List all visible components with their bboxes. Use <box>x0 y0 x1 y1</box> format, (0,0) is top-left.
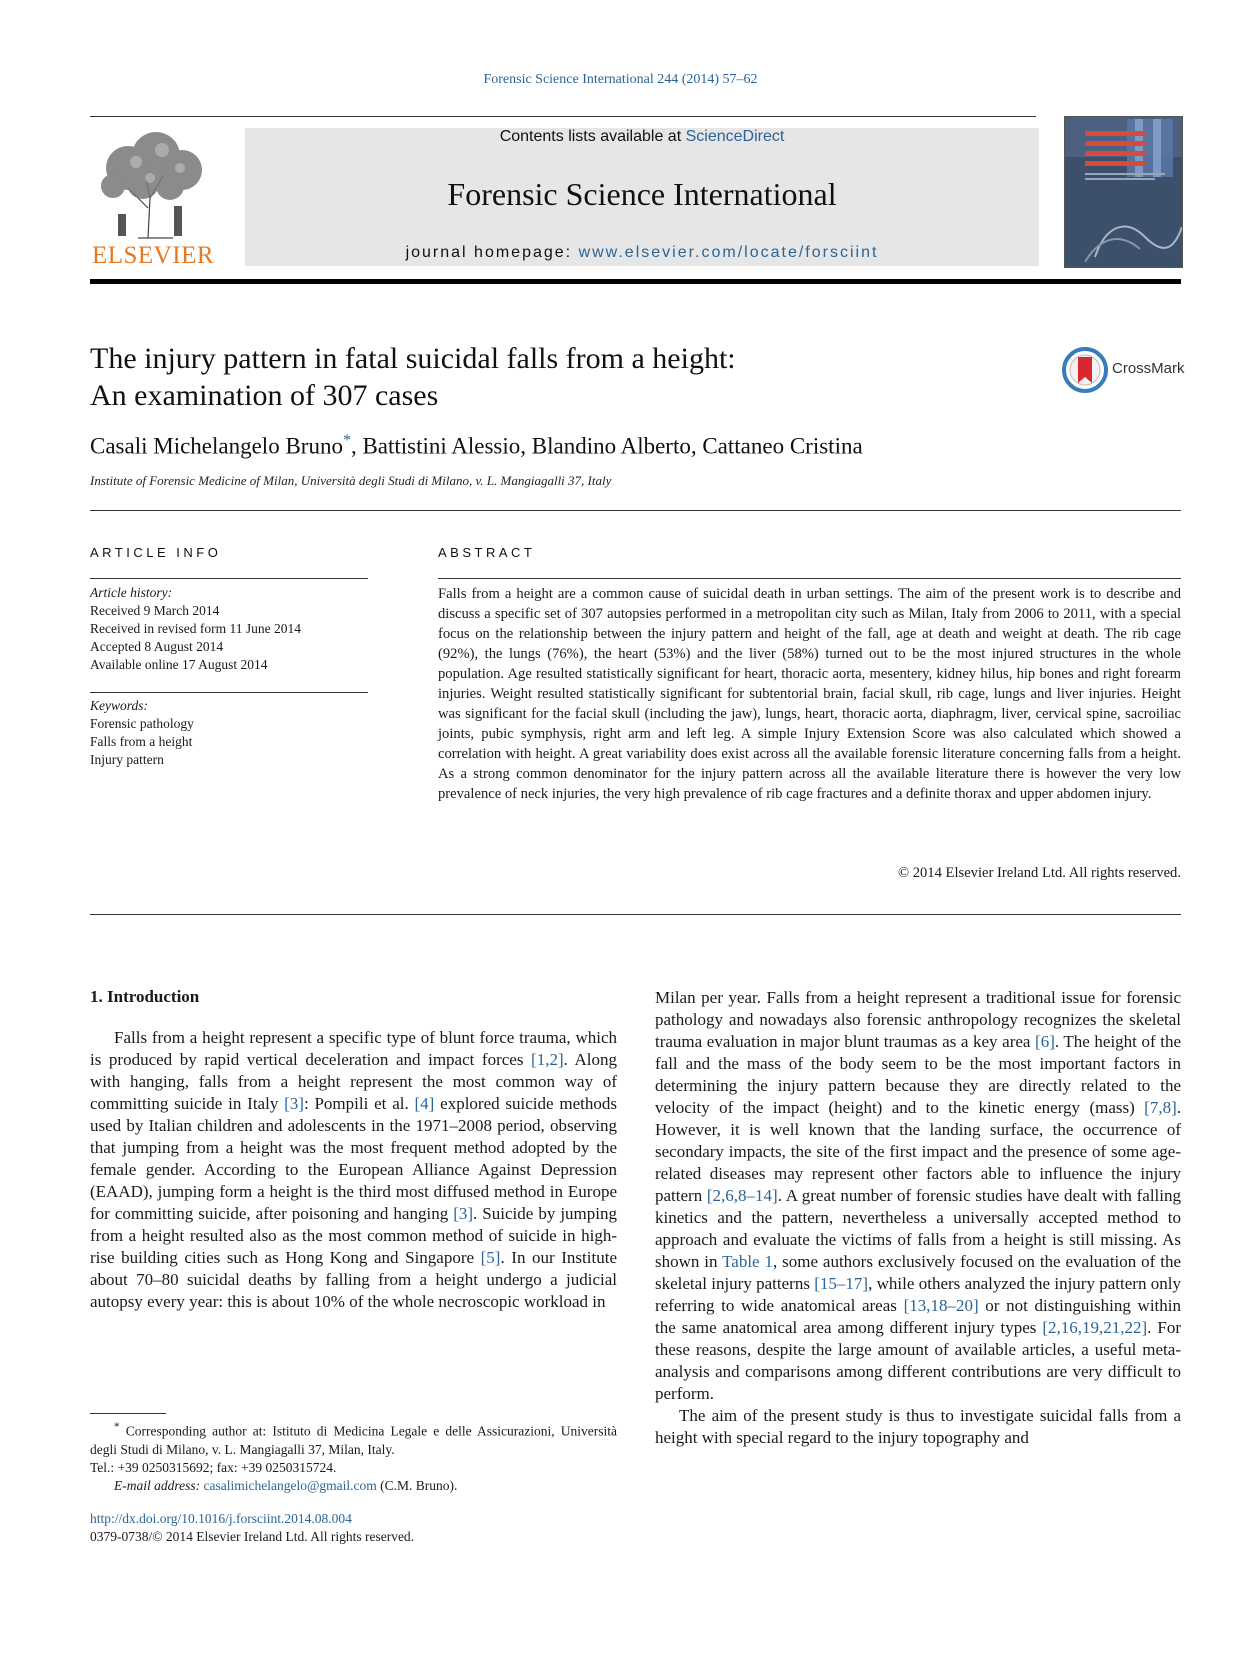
corresponding-author-mark[interactable]: * <box>342 432 351 449</box>
abstract-copyright: © 2014 Elsevier Ireland Ltd. All rights reserved. <box>897 865 1181 881</box>
coauthors: , Battistini Alessio, Blandino Alberto, Cattaneo Cristina <box>350 433 863 459</box>
footnote-text: Corresponding author at: Istituto di Medicina Legale e delle Assicurazioni, Università degli Studi di Milano, v. L. Mangiagalli 37, Milan, Italy. <box>90 1423 617 1457</box>
email-link[interactable]: casalimichelangelo@gmail.com <box>203 1477 377 1493</box>
homepage-prefix: journal homepage: <box>405 244 573 261</box>
crossmark-badge[interactable] <box>1062 347 1192 395</box>
citation-link[interactable]: [15–17] <box>814 1274 869 1293</box>
journal-banner <box>245 128 1039 266</box>
body-text: . Suicide by jumping from a height resulted also as the most common method of suicide in high-rise building cities such as Hong Kong and Singapore <box>90 1204 617 1267</box>
homepage-line <box>245 244 1039 262</box>
section-rule <box>90 914 1181 915</box>
elsevier-wordmark: ELSEVIER <box>91 242 215 269</box>
citation-link[interactable]: [3] <box>284 1094 304 1113</box>
section-heading-introduction: 1. Introduction <box>90 987 200 1006</box>
keywords-heading: Keywords: <box>90 698 148 713</box>
paper-title-line-2: An examination of 307 cases <box>90 379 439 412</box>
article-info-rule <box>90 578 368 579</box>
homepage-link[interactable]: www.elsevier.com/locate/forsciint <box>578 244 879 261</box>
history-revised: Received in revised form 11 June 2014 <box>90 621 301 636</box>
body-text: or not distinguishing within the same anatomical area among different injury types <box>655 1296 1181 1337</box>
abstract-text: Falls from a height are a common cause of suicidal death in urban settings. The aim of the present work is to describe and discuss a specific set of 307 autopsies performed in a metropolitan city such as Milan, Italy from 2006 to 2011, with a special focus on the relationship between the injury pattern and height of the fall, age at death and weight at death. The rib cage (92%), the lungs (76%), the heart (53%) and the liver (58%) turned out to be the most injured structures in the whole population. Age resulted statistically significant for heart, thoracic aorta, mesentery, kidney hilus, hip bones and right forearm injuries. Weight resulted statistically significant for subtentorial brain, facial skull, rib cage, lungs and liver injuries. Height was significant for the facial skull (including the jaw), lungs, heart, thoracic aorta, diaphragm, liver, cervical spine, sacroiliac joints, pubic symphysis, right arm and left leg. A simple Injury Extension Score was also calculated which showed a correlation with height. A great variability does exist across all the available forensic literature concerning falls from a height. As a strong common denominator for the injury pattern across all the available literature there is however the very low prevalence of neck injuries, the very high prevalence of rib cage fractures and a definite thorax and upper abdomen injury. <box>438 586 1181 802</box>
body-text: . A great number of forensic studies have dealt with falling kinetics and the pattern, nevertheless a universally accepted method to approach and evaluate the victims of falls from a height is still missing. As shown in <box>655 1186 1181 1271</box>
citation-link[interactable]: [4] <box>414 1094 435 1113</box>
top-rule <box>90 116 1036 117</box>
email-label: E-mail address: <box>114 1477 201 1493</box>
body-text: Falls from a height represent a specific type of blunt force trauma, which is produced by rapid vertical deceleration and impact forces <box>90 1028 617 1069</box>
sciencedirect-link[interactable]: ScienceDirect <box>685 128 785 145</box>
history-online: Available online 17 August 2014 <box>90 657 268 672</box>
body-text: : Pompili et al. <box>303 1094 415 1113</box>
history-accepted: Accepted 8 August 2014 <box>90 639 224 654</box>
keyword: Falls from a height <box>90 734 193 749</box>
article-history <box>90 584 370 674</box>
journal-reference[interactable]: Forensic Science International 244 (2014) 57–62 <box>483 72 758 87</box>
citation-link[interactable]: [3] <box>453 1204 474 1223</box>
footnote-email-line <box>90 1477 617 1495</box>
citation-link[interactable]: [2,16,19,21,22] <box>1042 1318 1148 1337</box>
footnote-mark: * <box>114 1421 120 1433</box>
keyword: Injury pattern <box>90 752 164 767</box>
section-rule <box>90 510 1181 511</box>
affiliation: Institute of Forensic Medicine of Milan, Università degli Studi di Milano, v. L. Mangiagalli 37, Italy <box>90 473 612 488</box>
keywords <box>90 697 370 769</box>
paper-title-line-1: The injury pattern in fatal suicidal falls from a height: <box>90 342 736 375</box>
cover-art-icon <box>1065 117 1182 267</box>
doi-link[interactable]: http://dx.doi.org/10.1016/j.forsciint.2014.08.004 <box>90 1511 352 1526</box>
paper-title <box>90 340 950 414</box>
corresponding-author: Casali Michelangelo Bruno <box>90 433 343 459</box>
body-column-right <box>655 987 1181 1449</box>
body-text: . Along with hanging, falls from a height represent the most common way of committing suicide in Italy <box>90 1050 617 1113</box>
crossmark-icon <box>1062 347 1108 393</box>
intro-paragraph-2: The aim of the present study is thus to investigate suicidal falls from a height with special regard to the injury topography and <box>655 1406 1181 1447</box>
keyword: Forensic pathology <box>90 716 194 731</box>
contents-line <box>245 128 1039 146</box>
body-text: Milan per year. Falls from a height represent a traditional issue for forensic pathology and nowadays also forensic anthropology recognizes the skeletal trauma evaluation in major blunt traumas as a key area <box>655 988 1181 1051</box>
crossmark-label: CrossMark <box>1112 360 1185 377</box>
citation-link[interactable]: [7,8] <box>1144 1098 1177 1117</box>
elsevier-tree-icon <box>88 128 218 240</box>
corresponding-author-footnote <box>90 1418 617 1495</box>
email-suffix: (C.M. Bruno). <box>376 1477 458 1493</box>
author-list <box>90 432 1090 460</box>
body-column-left <box>90 1027 617 1313</box>
citation-link[interactable]: [13,18–20] <box>903 1296 979 1315</box>
keywords-rule <box>90 692 368 693</box>
intro-paragraph-1-continued <box>655 987 1181 1405</box>
doi-block <box>90 1510 414 1546</box>
citation-link[interactable]: [2,6,8–14] <box>706 1186 778 1205</box>
body-text: , while others analyzed the injury pattern only referring to wide anatomical areas <box>655 1274 1181 1315</box>
issn-copyright: 0379-0738/© 2014 Elsevier Ireland Ltd. All rights reserved. <box>90 1529 415 1544</box>
elsevier-logo <box>88 128 218 270</box>
footnote-rule <box>90 1413 166 1414</box>
journal-cover-image[interactable] <box>1064 116 1183 268</box>
history-received: Received 9 March 2014 <box>90 603 220 618</box>
body-text: . In our Institute about 70–80 suicidal deaths by falling from a height undergo a judicial autopsy every year: this is about 10% of the whole necroscopic workload in <box>90 1248 617 1311</box>
body-text: , some authors exclusively focused on the evaluation of the skeletal injury patterns <box>655 1252 1181 1293</box>
body-text: explored suicide methods used by Italian children and adolescents in the 1971–2008 period, observing that jumping from a height was the most frequent method adopted by the female gender. According to the European Alliance Against Depression (EAAD), jumping form a height is the third most diffused method in Europe for committing suicide, after poisoning and hanging <box>90 1094 617 1223</box>
abstract-heading: ABSTRACT <box>438 545 536 560</box>
article-history-heading: Article history: <box>90 585 173 600</box>
footnote-phone: Tel.: +39 0250315692; fax: +39 0250315724. <box>90 1459 337 1475</box>
table-link[interactable]: Table 1 <box>722 1252 773 1271</box>
intro-paragraph-1 <box>90 1027 617 1313</box>
citation-link[interactable]: [6] <box>1035 1032 1055 1051</box>
header-rule <box>90 279 1181 284</box>
body-text: . For these reasons, despite the large amount of available articles, a useful meta-analysis and comparisons among different contributions are very difficult to perform. <box>655 1318 1181 1403</box>
citation-link[interactable]: [5] <box>480 1248 501 1267</box>
footnote-address <box>90 1418 617 1459</box>
body-text: . The height of the fall and the mass of the body seem to be the most important factors in determining the injury pattern because they are directly related to the velocity of the impact (height) and to the kinetic energy (mass) <box>655 1032 1181 1117</box>
abstract-rule <box>438 578 1181 579</box>
journal-title: Forensic Science International <box>447 176 837 212</box>
citation-link[interactable]: [1,2] <box>531 1050 564 1069</box>
contents-prefix: Contents lists available at <box>499 128 682 145</box>
body-text: . However, it is well known that the landing surface, the occurrence of secondary impacts, the site of the first impact and the presence of some age-related diseases may represent other factors able to influence the injury pattern <box>655 1098 1181 1205</box>
article-info-heading: ARTICLE INFO <box>90 545 222 560</box>
